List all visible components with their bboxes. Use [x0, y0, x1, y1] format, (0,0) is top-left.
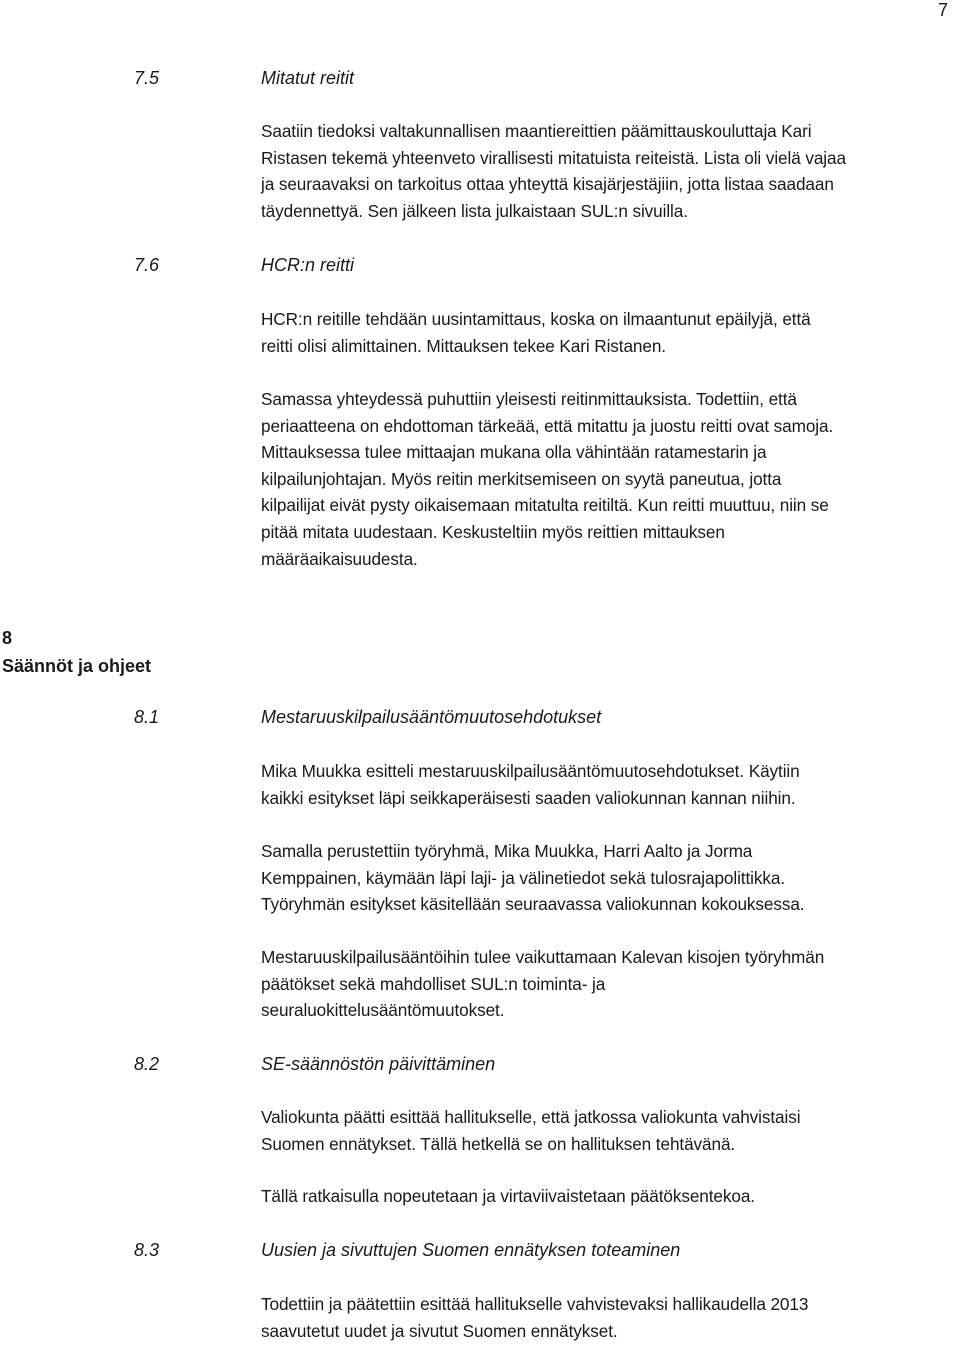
section-title: Mestaruuskilpailusääntömuutosehdotukset — [261, 707, 602, 727]
paragraph: Todettiin ja päätettiin esittää hallitukselle vahvistevaksi hallikaudella 2013 saavutetut uudet ja sivutut Suomen ennätykset. — [261, 1294, 809, 1341]
section-title: SE-säännöstön päivittäminen — [261, 1054, 496, 1074]
paragraph: Samassa yhteydessä puhuttiin yleisesti reitinmittauksista. Todettiin, että periaatteena on ehdottoman tärkeää, että mitattu ja juostu reitti ovat samoja. Mittauksessa tulee mittaajan mukana olla vähintään ratamestarin ja kilpailunjohtajan. Myös reitin merkitsemiseen on syytä paneutua, jotta kilpailijat eivät pysty oikaisemaan mitatulta reitiltä. Kun reitti muuttuu, niin se pitää mitata uudestaan. Keskusteltiin myös reittien mittauksen määräaikaisuudesta. — [261, 389, 834, 569]
section-number: 8.1 — [134, 707, 160, 727]
paragraph: Valiokunta päätti esittää hallitukselle, että jatkossa valiokunta vahvistaisi Suomen ennätykset. Tällä hetkellä se on hallituksen tehtävänä. — [261, 1107, 801, 1154]
paragraph: Samalla perustettiin työryhmä, Mika Muukka, Harri Aalto ja Jorma Kemppainen, käymään läpi laji- ja välinetiedot sekä tulosrajapolittikka. Työryhmän esitykset käsitellään seuraavassa valiokunnan kokouksessa. — [261, 841, 805, 915]
section-number: 8.2 — [134, 1054, 160, 1074]
chapter-heading — [2, 624, 151, 680]
section-number: 8.3 — [134, 1240, 160, 1260]
chapter-title: Säännöt ja ohjeet — [2, 656, 152, 676]
section-title: Mitatut reitit — [261, 68, 355, 88]
section-title: HCR:n reitti — [261, 255, 355, 275]
paragraph: HCR:n reitille tehdään uusintamittaus, koska on ilmaantunut epäilyjä, että reitti olisi alimittainen. Mittauksen tekee Kari Ristanen. — [261, 309, 811, 356]
paragraph: Saatiin tiedoksi valtakunnallisen maantiereittien päämittauskouluttaja Kari Ristasen tekemä yhteenveto virallisesti mitatuista reiteistä. Lista oli vielä vajaa ja seuraavaksi on tarkoitus ottaa yhteyttä kisajärjestäjiin, jotta listaa saadaan täydennettyä. Sen jälkeen lista julkaistaan SUL:n sivuilla. — [261, 121, 846, 221]
section-number: 7.6 — [134, 255, 160, 275]
section-title: Uusien ja sivuttujen Suomen ennätyksen toteaminen — [261, 1240, 681, 1260]
paragraph: Mestaruuskilpailusääntöihin tulee vaikuttamaan Kalevan kisojen työryhmän päätökset sekä mahdolliset SUL:n toiminta- ja seuraluokittelusääntömuutokset. — [261, 947, 825, 1021]
chapter-number: 8 — [2, 628, 13, 648]
page-number: 7 — [937, 0, 948, 20]
paragraph: Mika Muukka esitteli mestaruuskilpailusääntömuutosehdotukset. Käytiin kaikki esitykset läpi seikkaperäisesti saaden valiokunnan kannan niihin. — [261, 761, 800, 808]
section-number: 7.5 — [134, 68, 160, 88]
paragraph: Tällä ratkaisulla nopeutetaan ja virtaviivaistetaan päätöksentekoa. — [261, 1186, 755, 1206]
